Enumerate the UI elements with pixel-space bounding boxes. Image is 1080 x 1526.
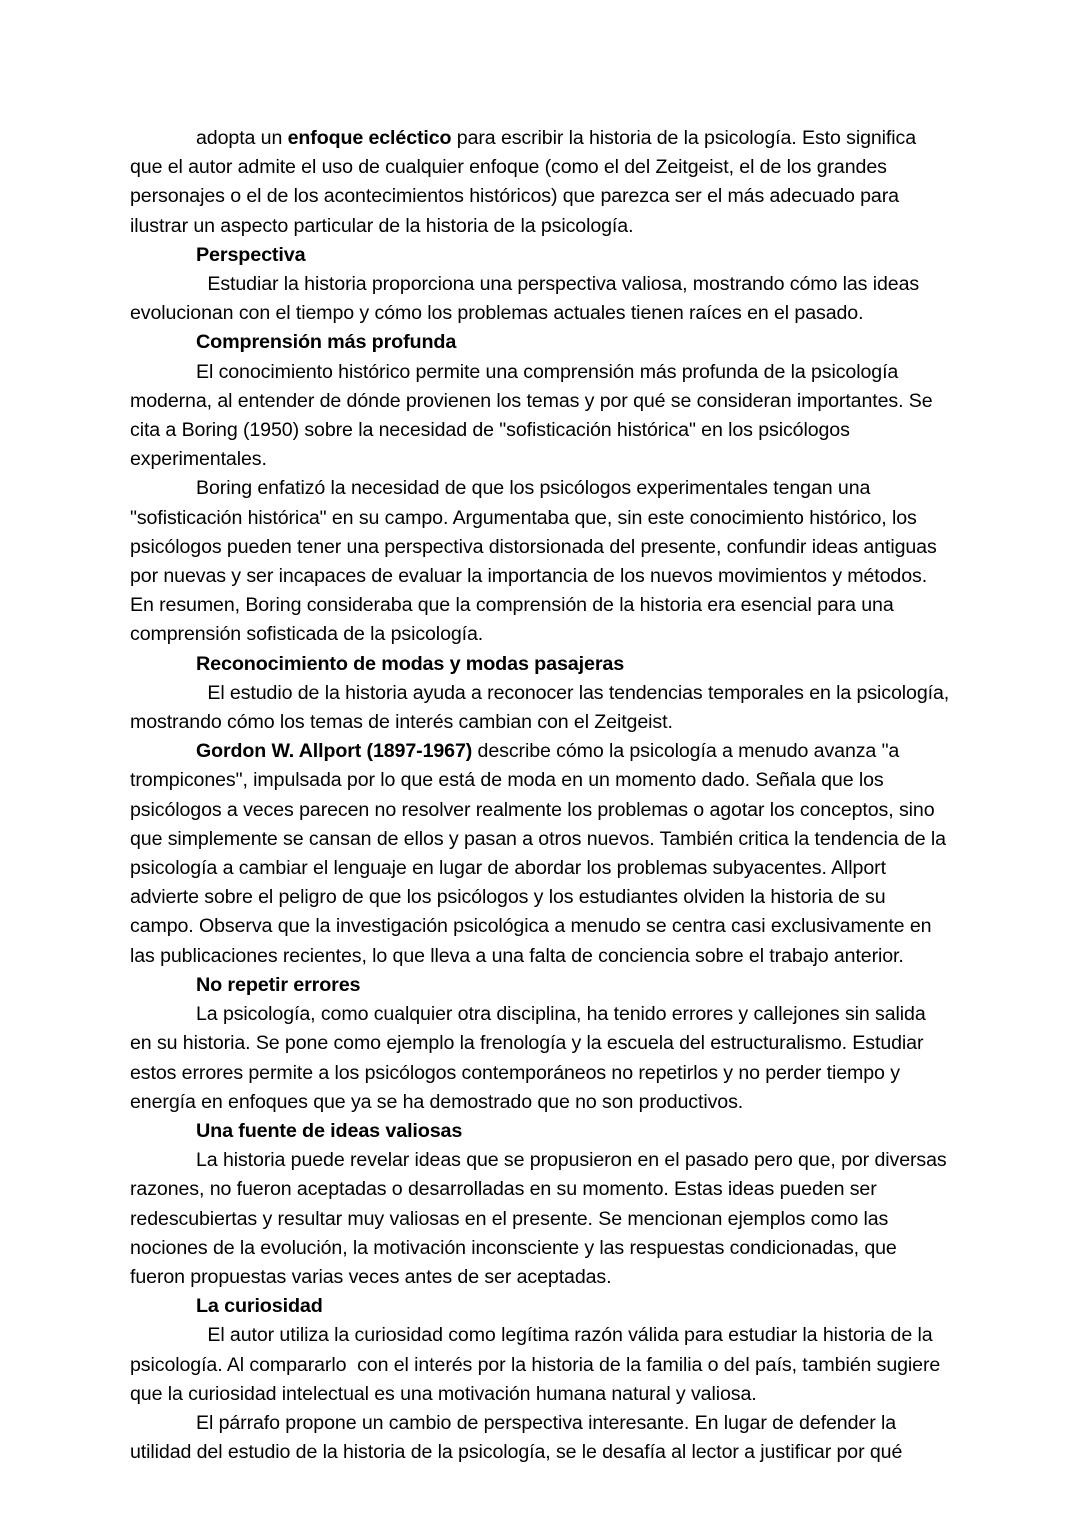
bold-term-gordon-allport: Gordon W. Allport (1897-1967) <box>196 740 473 763</box>
heading-fuente-ideas-valiosas: Una fuente de ideas valiosas <box>196 1119 463 1142</box>
heading-comprension-mas-profunda: Comprensión más profunda <box>196 331 457 354</box>
heading-perspectiva: Perspectiva <box>196 243 306 266</box>
paragraph-errores: La psicología, como cualquier otra disciplina, ha tenido errores y callejones sin salida en su historia. Se pone como ejemplo la frenología y la escuela del estructuralismo. Estudiar estos errores permite a los psicólogos contemporáneos no repetirlos y no perder tiempo y energía en enfoques que ya se ha demostrado que no son productivos. <box>130 1003 931 1113</box>
paragraph-perspectiva: Estudiar la historia proporciona una perspectiva valiosa, mostrando cómo las ideas evolucionan con el tiempo y cómo los problemas actuales tienen raíces en el pasado. <box>130 273 925 325</box>
paragraph-comprension: El conocimiento histórico permite una comprensión más profunda de la psicología moderna, al entender de dónde provienen los temas y por qué se consideran importantes. Se cita a Boring (1950) sobre la necesidad de "sofisticación histórica" en los psicólogos experimentales. <box>130 360 938 471</box>
paragraph-final: El párrafo propone un cambio de perspectiva interesante. En lugar de defender la utilidad del estudio de la historia de la psicología, se le desafía al lector a justificar por qué <box>130 1411 903 1464</box>
paragraph-tail-text: describe cómo la psicología a menudo avanza "a trompicones", impulsada por lo que está de moda en un momento dado. Señala que los psicólogos a veces parecen no resolver realmente los problemas o agotar los conceptos, sino que simplemente se cansan de ellos y pasan a otros nuevos. También critica la tendencia de la psicología a cambiar el lenguaje en lugar de abordar los problemas subyacentes. Allport advierte sobre el peligro de que los psicólogos y los estudiantes olviden la historia de su campo. Observa que la investigación psicológica a menudo se centra casi exclusivamente en las publicaciones recientes, lo que lleva a una falta de conciencia sobre el trabajo anterior. <box>130 740 952 967</box>
heading-reconocimiento-modas: Reconocimiento de modas y modas pasajeras <box>196 652 625 675</box>
paragraph-tail-text: para escribir la historia de la psicología. Esto significa que el autor admite el uso de cualquier enfoque (como el del Zeitgeist, el de los grandes personajes o el de los acontecimientos históricos) que parezca ser el más adecuado para ilustrar un aspecto particular de la historia de la psicología. <box>130 127 922 237</box>
paragraph-curiosidad: El autor utiliza la curiosidad como legítima razón válida para estudiar la historia de la psicología. Al compararlo con el interés por la historia de la familia o del país, también sugiere que la curiosidad intelectual es una motivación humana natural y valiosa. <box>130 1324 946 1405</box>
paragraph-boring: Boring enfatizó la necesidad de que los psicólogos experimentales tengan una "sofisticación histórica" en su campo. Argumentaba que, sin este conocimiento histórico, los psicólogos pueden tener una perspectiva distorsionada del presente, confundir ideas antiguas por nuevas y ser incapaces de evaluar la importancia de los nuevos movimientos y métodos. En resumen, Boring consideraba que la comprensión de la historia era esencial para una comprensión sofisticada de la psicología. <box>130 477 943 646</box>
paragraph-ideas-valiosas: La historia puede revelar ideas que se propusieron en el pasado pero que, por diversas razones, no fueron aceptadas o desarrolladas en su momento. Estas ideas pueden ser redescubiertas y resultar muy valiosas en el presente. Se mencionan ejemplos como las nociones de la evolución, la motivación inconsciente y las respuestas condicionadas, que fueron propuestas varias veces antes de ser aceptadas. <box>130 1149 952 1288</box>
bold-term-enfoque-eclectico: enfoque ecléctico <box>287 127 452 149</box>
paragraph-modas: El estudio de la historia ayuda a reconocer las tendencias temporales en la psicología, mostrando cómo los temas de interés cambian con el Zeitgeist. <box>130 681 955 734</box>
paragraph-enfoque-eclectico <box>130 124 952 241</box>
heading-la-curiosidad: La curiosidad <box>196 1295 323 1318</box>
heading-no-repetir-errores: No repetir errores <box>196 973 361 996</box>
paragraph-allport <box>130 737 952 971</box>
paragraph-lead-text: adopta un <box>196 127 288 149</box>
document-text-column <box>130 124 955 1467</box>
